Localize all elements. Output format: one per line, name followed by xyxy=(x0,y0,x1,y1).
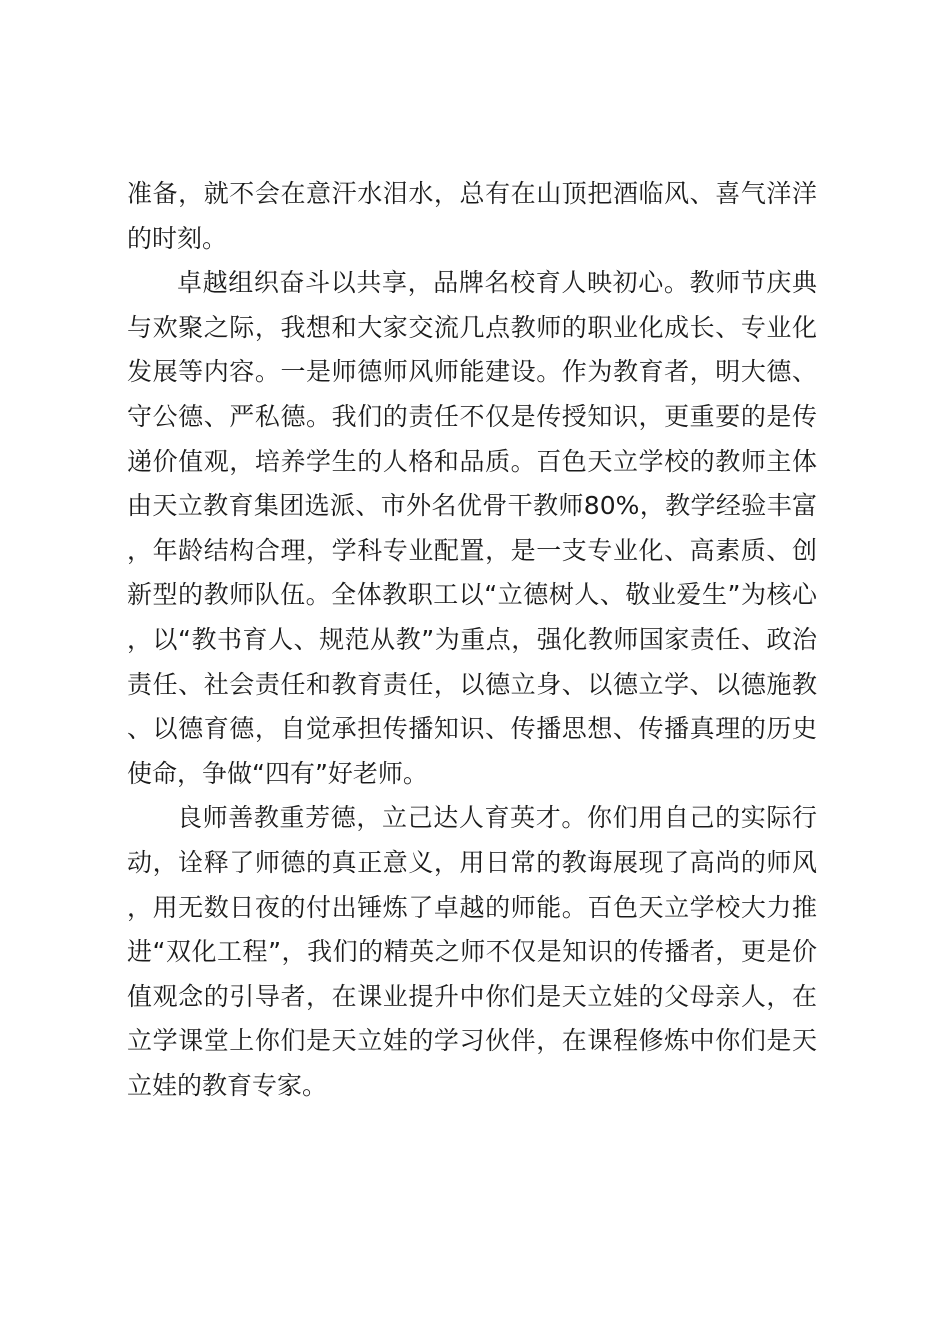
document-body xyxy=(127,172,817,1108)
paragraph-continuation: 准备，就不会在意汗水泪水，总有在山顶把酒临风、喜气洋洋的时刻。 xyxy=(127,179,817,253)
paragraph-good-teachers: 良师善教重芳德，立己达人育英才。你们用自己的实际行动，诠释了师德的真正意义，用日常的教诲展现了高尚的师风，用无数日夜的付出锤炼了卓越的师能。百色天立学校大力推进“双化工程”，我们的精英之师不仅是知识的传播者，更是价值观念的引导者，在课业提升中你们是天立娃的父母亲人，在立学课堂上你们是天立娃的学习伙伴，在课程修炼中你们是天立娃的教育专家。 xyxy=(127,803,817,1100)
paragraph-teacher-ethics: 卓越组织奋斗以共享，品牌名校育人映初心。教师节庆典与欢聚之际，我想和大家交流几点教师的职业化成长、专业化发展等内容。一是师德师风师能建设。作为教育者，明大德、守公德、严私德。我们的责任不仅是传授知识，更重要的是传递价值观，培养学生的人格和品质。百色天立学校的教师主体由天立教育集团选派、市外名优骨干教师80%，教学经验丰富，年龄结构合理，学科专业配置，是一支专业化、高素质、创新型的教师队伍。全体教职工以“立德树人、敬业爱生”为核心，以“教书育人、规范从教”为重点，强化教师国家责任、政治责任、社会责任和教育责任，以德立身、以德立学、以德施教、以德育德，自觉承担传播知识、传播思想、传播真理的历史使命，争做“四有”好老师。 xyxy=(127,268,817,788)
